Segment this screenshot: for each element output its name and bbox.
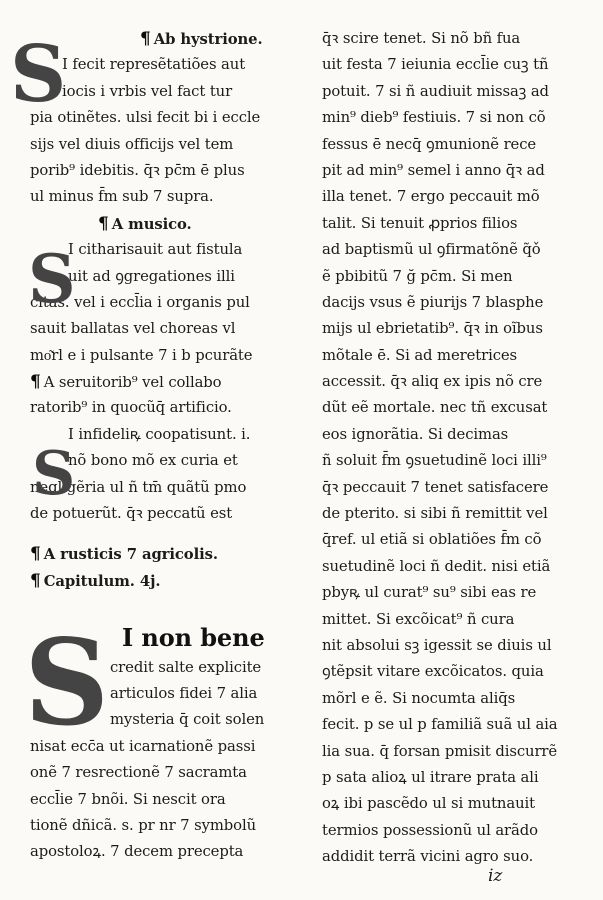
text-line: suetudinẽ loci ñ dedit. nisi etiã xyxy=(322,557,551,575)
text-line: q̄ꝛ peccauit 7 tenet satisfacere xyxy=(322,478,549,496)
text-line: dũt eẽ mortale. nec tñ excusat xyxy=(322,399,548,417)
text-line: eos ignorãtia. Si decimas xyxy=(322,425,509,443)
text-line: ¶ A seruitorib⁹ vel collabo xyxy=(30,369,300,395)
text-line: eccl̄ie 7 bnõi. Si nescit ora xyxy=(30,790,226,808)
text-line: citas. vel i eccl̄ia i organis pul xyxy=(30,293,250,311)
paragraph-mark-icon: ¶ xyxy=(140,29,151,49)
text-line: pia otinẽtes. ulsi fecit bi i eccle xyxy=(30,109,261,127)
drop-cap-initial: S xyxy=(32,439,76,509)
text-line: nisat ecc̄a ut icarnationẽ passi xyxy=(30,737,256,755)
text-line: min⁹ dieb⁹ festiuis. 7 si non cõ xyxy=(322,109,546,127)
text-line: I fecit represẽtatiões aut xyxy=(62,56,246,74)
text-line: negligẽria ul ñ tm̄ quãtũ pmo xyxy=(30,478,247,496)
drop-cap-initial: S xyxy=(24,613,110,752)
section-heading: ¶ A musico. xyxy=(30,211,300,237)
text-line: ul minus f̄m sub 7 supra. xyxy=(30,188,214,206)
text-line: talit. Si tenuit ꝓprios filios xyxy=(322,214,518,232)
text-line: iocis i vrbis vel fact tur xyxy=(62,82,233,100)
page-number: iz xyxy=(488,866,503,886)
text-line: mysteria q̄ coit solen xyxy=(110,711,265,729)
text-line: addidit terrã vicini agro suo. xyxy=(322,848,534,866)
text-line: illa tenet. 7 ergo peccauit mõ xyxy=(322,188,540,206)
text-line: mijs ul ebrietatib⁹. q̄ꝛ in oĩbus xyxy=(322,320,543,338)
text-line: ratorib⁹ in quocũq̄ artificio. xyxy=(30,399,232,417)
text-line: porib⁹ idebitis. q̄ꝛ pc̄m ē plus xyxy=(30,161,245,179)
text-line: onẽ 7 resrectionẽ 7 sacramta xyxy=(30,764,247,782)
left-column xyxy=(10,26,300,866)
text-line: uit festa 7 ieiunia eccl̄ie cuꝫ tñ xyxy=(322,56,549,74)
text-line: I infideliꝶ coopatisunt. i. xyxy=(68,425,251,443)
text-line: mõtale ē. Si ad meretrices xyxy=(322,346,518,364)
drop-cap-initial: S xyxy=(28,240,76,318)
text-line: nõ bono mõ ex curia et xyxy=(68,452,238,470)
text-line: ꝯtẽpsit vitare excõicatos. quia xyxy=(322,663,544,681)
text-line: fecit. p se ul p familiã suã ul aia xyxy=(322,716,558,734)
text-line: ẽ pbibitũ 7 ğ pc̄m. Si men xyxy=(322,267,513,285)
text-line: pbyꝶ ul curat⁹ su⁹ sibi eas re xyxy=(322,584,537,602)
text-line: dacijs vsus ẽ piurijs 7 blasphe xyxy=(322,293,544,311)
paragraph-mark-icon: ¶ xyxy=(30,544,41,565)
text-line: de pterito. si sibi ñ remittit vel xyxy=(322,505,548,523)
text-line: oꝝ ibi pascẽdo ul si mutnauit xyxy=(322,795,535,813)
text-line: uit ad ꝯgregationes illi xyxy=(68,267,235,285)
text-line: potuit. 7 si ñ audiuit missaꝫ ad xyxy=(322,82,549,100)
chapter-first-line: I non bene xyxy=(122,622,265,652)
text-line: mõrl e ẽ. Si nocumta aliq̄s xyxy=(322,689,516,707)
text-line: q̄ꝛ scire tenet. Si nõ bñ fua xyxy=(322,30,521,47)
right-column xyxy=(322,26,578,871)
paragraph-mark-icon: ¶ xyxy=(30,372,41,393)
text-line: q̄ref. ul etiã si oblatiões f̄m cõ xyxy=(322,531,542,549)
text-line: nit absolui sꝫ igessit se diuis ul xyxy=(322,636,552,654)
paragraph-mark-icon: ¶ xyxy=(98,213,109,234)
text-line: pit ad min⁹ semel i anno q̄ꝛ ad xyxy=(322,161,545,179)
spacer xyxy=(30,527,300,541)
text-line: fessus ē necq̄ ꝯmunionẽ rece xyxy=(322,135,537,153)
section-heading: ¶ A rusticis 7 agricolis. xyxy=(30,541,300,567)
chapter-heading: ¶ Capitulum. 4j. xyxy=(30,568,300,594)
text-line: sijs vel diuis officijs vel tem xyxy=(30,135,234,153)
paragraph-mark-icon: ¶ xyxy=(30,570,41,591)
text-line: ñ soluit f̄m ꝯsuetudinẽ loci illi⁹ xyxy=(322,452,547,470)
text-line: mittet. Si excõicat⁹ ñ cura xyxy=(322,610,515,628)
text-line: ad baptismũ ul ꝯfirmatõnẽ q̃ǒ xyxy=(322,241,541,259)
text-line: accessit. q̄ꝛ aliq ex ipis nõ cre xyxy=(322,373,543,391)
text-line: de potuerũt. q̄ꝛ peccatũ est xyxy=(30,505,233,523)
text-line: p sata alioꝝ ul itrare prata ali xyxy=(322,768,539,786)
text-line: sauit ballatas vel choreas vl xyxy=(30,320,236,338)
text-line: apostoloꝝ. 7 decem precepta xyxy=(30,843,244,861)
text-line: termios possessionũ ul arãdo xyxy=(322,821,538,839)
text-line: articulos fidei 7 alia xyxy=(110,684,258,702)
drop-cap-initial: S xyxy=(10,29,67,120)
text-line: I citharisauit aut fistula xyxy=(68,241,243,259)
text-line: tionẽ dñicã. s. pr nr 7 symbolũ xyxy=(30,816,257,834)
text-line: credit salte explicite xyxy=(110,658,262,676)
text-line: lia sua. q̄ forsan pmisit discurrẽ xyxy=(322,742,558,760)
text-line: mo͂rl e i pulsante 7 i b pcurãte xyxy=(30,346,253,364)
section-heading: ¶ Ab hystrione. xyxy=(30,26,300,52)
